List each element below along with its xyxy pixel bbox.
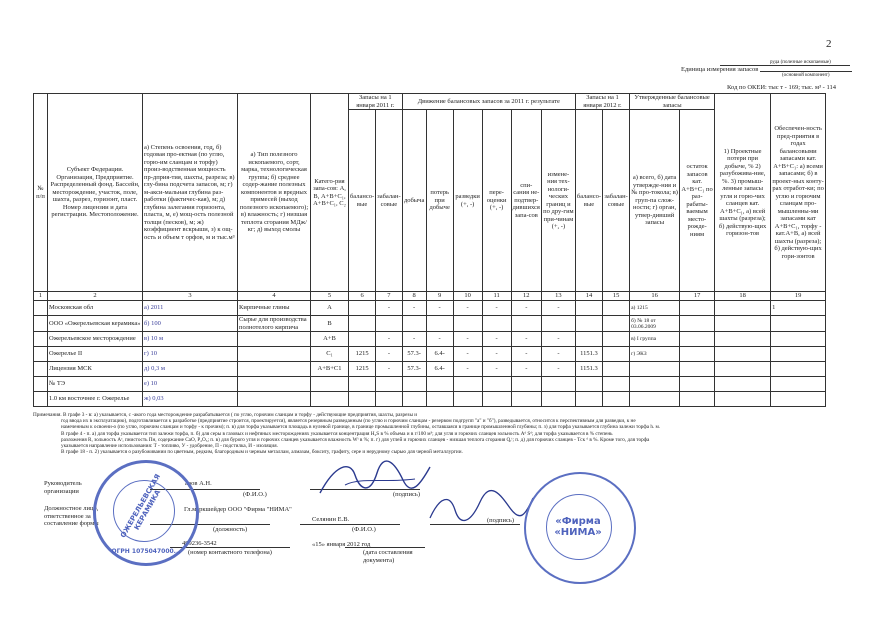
table-cell-c8: 57.3- bbox=[402, 362, 426, 377]
position-label: (должность) bbox=[213, 526, 248, 533]
col-header-15: забалан-совые bbox=[603, 110, 630, 292]
table-cell-c5 bbox=[311, 377, 349, 392]
col-header-18: 1) Проектные потери при добыче, % 2) разубожива-ние, %. 3) промыш-ленные запасы угля и горю-чих сланцев кат. А+В+С₁, а) всей шахты (разреза); б) действую-щих горизон-тов bbox=[715, 94, 771, 292]
table-row bbox=[34, 332, 826, 347]
table-cell-c11: - bbox=[482, 301, 511, 316]
signature-label-1: (подпись) bbox=[393, 491, 420, 498]
table-cell-c13: - bbox=[541, 362, 575, 377]
col-number: 5 bbox=[311, 292, 349, 301]
col-header-6: балансо-вые bbox=[349, 110, 376, 292]
table-cell-c2: № ТЭ bbox=[48, 377, 143, 392]
col-header-14: балансо-вые bbox=[575, 110, 602, 292]
notes-block bbox=[33, 412, 853, 455]
table-cell-c10: - bbox=[453, 332, 482, 347]
table-cell-c5: С₁ bbox=[311, 347, 349, 362]
col-number: 12 bbox=[511, 292, 541, 301]
group-header-approved: Утвержденные балансовые запасы bbox=[630, 94, 715, 110]
table-cell-c6 bbox=[349, 301, 376, 316]
table-cell-c19 bbox=[771, 316, 826, 332]
col-number: 7 bbox=[376, 292, 402, 301]
table-cell-c16: а) 1215 bbox=[630, 301, 680, 316]
table-cell-c2: Ожерельевское месторождение bbox=[48, 332, 143, 347]
signature-label-2: (подпись) bbox=[487, 517, 514, 524]
column-number-row bbox=[34, 292, 826, 301]
unit-note: (основной компонент) bbox=[782, 73, 830, 78]
table-cell-c3: д) 0,3 м bbox=[143, 362, 238, 377]
table-cell-c2: ООО «Ожерельевская керамика» bbox=[48, 316, 143, 332]
table-cell-c9 bbox=[426, 392, 453, 407]
table-cell-c1 bbox=[34, 347, 48, 362]
table-cell-c6 bbox=[349, 392, 376, 407]
col-number: 17 bbox=[680, 292, 715, 301]
col-header-8: добыча bbox=[402, 110, 426, 292]
table-cell-c9: - bbox=[426, 301, 453, 316]
table-cell-c18 bbox=[715, 392, 771, 407]
table-cell-c6 bbox=[349, 332, 376, 347]
col-header-5: Катего-рия запа-сов: А, В, А+В+С₁, А+В+С₁, С₂ bbox=[311, 94, 349, 292]
table-cell-c8: - bbox=[402, 332, 426, 347]
table-cell-c11 bbox=[482, 392, 511, 407]
table-cell-c12 bbox=[511, 392, 541, 407]
table-cell-c19: 1 bbox=[771, 301, 826, 316]
note-line: Примечания. В графе 3 - в: а) указывается, с -акого года месторождение разрабатывается ( по углю, горючим сланцам и торфу - действующие предприятия, шахты, разрезы и bbox=[33, 412, 418, 418]
table-cell-c2: Московская обл bbox=[48, 301, 143, 316]
table-cell-c19 bbox=[771, 377, 826, 392]
col-header-16: а) всего, б) дата утвержде-ния и № про-токола; в) груп-па слож-ности; г) орган, утвер-дивший запасы bbox=[630, 110, 680, 292]
table-row bbox=[34, 392, 826, 407]
col-header-17: остаток запасов кат. А+В+С₁ по раз-рабаты-ваемым место-рожде-ниям bbox=[680, 110, 715, 292]
col-header-11: пере-оценки (+, -) bbox=[482, 110, 511, 292]
note-line: В графе 4 - п. а) для торфа указывается тип залежи торфа, п. б) для серы в газовых и нефтяных месторождениях указывается концентрация H₂S в % объема и в г/100 м³; для угля и горючих сланцев зольность Aᵈ Sᵈ; для торфа указывается в % степень bbox=[61, 430, 613, 437]
col-header-2: Субъект Федерации. Организация, Предприятие. Распределенный фонд. Бассейн, месторождение, участок, поле, шахта, разрез, горизонт, пласт. Номер лицензии и дата регистрации. Местоположение. bbox=[48, 94, 143, 292]
table-cell-c13: - bbox=[541, 301, 575, 316]
page-number: 2 bbox=[826, 38, 832, 50]
table-cell-c6: 1215 bbox=[349, 362, 376, 377]
col-number: 2 bbox=[48, 292, 143, 301]
group-header-reserves-2012: Запасы на 1 января 2012 г. bbox=[575, 94, 629, 110]
table-cell-c17 bbox=[680, 347, 715, 362]
table-cell-c16: в) I группа bbox=[630, 332, 680, 347]
col-header-19: Обеспечен-ность пред-приятия в годах балансовыми запасами кат. А+В+С₁: а) всеми запасами; б) в проект-ных конту-рах отработ-ки; по углю и горючим сланцам про-мышленны-ми запасами кат А+В+С₁, торфу - кат.А+В, а) всей шахты (разреза); б) действую-щих гори-зонтов bbox=[771, 94, 826, 292]
col-header-12: спи-сания не-подтвер-дившихся запа-сов bbox=[511, 110, 541, 292]
table-cell-c1 bbox=[34, 362, 48, 377]
table-cell-c2: 1.0 км восточнее г. Ожерелье bbox=[48, 392, 143, 407]
col-header-4: а) Тип полезного ископаемого, сорт, марка, технологическая группа; б) среднее содер-жание полезных компонентов и вредных примесей (выход полезного ископаемого); в) влажность; г) низшая теплота сгорания МДж/кг; д) выход смолы bbox=[238, 94, 311, 292]
table-cell-c15 bbox=[603, 377, 630, 392]
table-cell-c11 bbox=[482, 377, 511, 392]
col-header-1: № п/п bbox=[34, 94, 48, 292]
responsible-label: Должностное лицо, ответственное за составление формы bbox=[44, 505, 99, 527]
col-number: 15 bbox=[603, 292, 630, 301]
table-cell-c3: в) 10 м bbox=[143, 332, 238, 347]
table-cell-c18 bbox=[715, 301, 771, 316]
table-cell-c17 bbox=[680, 332, 715, 347]
note-line: разложения R, зольность Aᶜ, пнистость Пн, содержание CaO, P₂O₅; п. в) для бурого угля и горючих сланцев указывается влажность Wᵗ в %; п. г) для углей и горючих сланцев - низшая теплота сгорания Qᵣᵗ; п. д) для горючих сланцев - Tск ᵈ в %. Кроме того, для торфа bbox=[61, 436, 650, 443]
table-cell-c19 bbox=[771, 392, 826, 407]
table-cell-c7 bbox=[376, 392, 402, 407]
table-cell-c1 bbox=[34, 316, 48, 332]
table-cell-c13: - bbox=[541, 332, 575, 347]
table-cell-c17 bbox=[680, 316, 715, 332]
fio-label-2: (Ф.И.О.) bbox=[352, 526, 376, 533]
table-cell-c8 bbox=[402, 316, 426, 332]
col-number: 1 bbox=[34, 292, 48, 301]
table-cell-c17 bbox=[680, 301, 715, 316]
table-cell-c12: - bbox=[511, 362, 541, 377]
table-cell-c12: - bbox=[511, 332, 541, 347]
table-cell-c15 bbox=[603, 362, 630, 377]
col-number: 9 bbox=[426, 292, 453, 301]
note-line: намеченным к освоени-о (по углю, горючим сланцам и торфу - к прочим); п. в) для торфа указывается площадь в нулевой границе, в границе промышленной глубины, оставшаяся в границе промышленной глубины; п. з) для торфа указывается глубина залежи торфа h. м. bbox=[61, 424, 661, 431]
table-cell-c16 bbox=[630, 362, 680, 377]
col-number: 19 bbox=[771, 292, 826, 301]
col-header-3: а) Степень освоения, год, б) годовая про-ектная (по углю, горю-им сланцам и торфу) произ-водственная мощность пр-дприя-тия, шахты, разреза; в) глу-бина подсчета запасов, м; г) м-акси-мальная глубина раз-работки (фактичес-кая), м; д) глубина залегания горизонта, пласта, м, е) мощ-ость полезной толщи (песков), м; ж) коэффициент вскрыши, з) к ощ-ость и объем т орфов, м и тыс.м³ bbox=[143, 94, 238, 292]
phone-number: 499236-3542 bbox=[182, 540, 217, 547]
col-header-13: измене-ния тех-нологи-ческих границ и по дру-гим при-чинам (+, -) bbox=[541, 110, 575, 292]
table-cell-c10: - bbox=[453, 347, 482, 362]
table-cell-c18 bbox=[715, 347, 771, 362]
table-cell-c7 bbox=[376, 316, 402, 332]
table-cell-c9 bbox=[426, 316, 453, 332]
table-cell-c15 bbox=[603, 316, 630, 332]
table-cell-c14 bbox=[575, 316, 602, 332]
table-cell-c16: г) ЭКЗ bbox=[630, 347, 680, 362]
col-number: 13 bbox=[541, 292, 575, 301]
table-cell-c13 bbox=[541, 392, 575, 407]
unit-label: Единица измерения запасов bbox=[681, 66, 759, 73]
col-number: 18 bbox=[715, 292, 771, 301]
group-header-reserves-2011: Запасы на 1 января 2011 г. bbox=[349, 94, 403, 110]
table-cell-c16 bbox=[630, 377, 680, 392]
table-cell-c7: - bbox=[376, 362, 402, 377]
table-cell-c12: - bbox=[511, 347, 541, 362]
table-cell-c16: б) № 18 от 03.06.2009 bbox=[630, 316, 680, 332]
table-cell-c15 bbox=[603, 347, 630, 362]
note-line: В графе 18 - п. 2) указывается о разубоживании по цветным, редким, благородным и черным металлам, алмазам, бокситу, графиту, сере и нерудному сырью для черной металлургии. bbox=[61, 449, 463, 456]
table-cell-c1 bbox=[34, 332, 48, 347]
table-cell-c8: - bbox=[402, 301, 426, 316]
stamp-left-text: ОЖЕРЕЛЬЕВСКАЯ КЕРАМИКА bbox=[119, 472, 163, 540]
table-cell-c8 bbox=[402, 377, 426, 392]
fio-label-1: (Ф.И.О.) bbox=[243, 491, 267, 498]
table-cell-c4 bbox=[238, 377, 311, 392]
responsible-name: Селянин Е.В. bbox=[312, 516, 350, 523]
table-cell-c18 bbox=[715, 362, 771, 377]
table-row bbox=[34, 347, 826, 362]
table-cell-c18 bbox=[715, 316, 771, 332]
table-cell-c18 bbox=[715, 377, 771, 392]
table-cell-c14: 1151.3 bbox=[575, 347, 602, 362]
table-cell-c5: А+В+С1 bbox=[311, 362, 349, 377]
table-cell-c14 bbox=[575, 377, 602, 392]
table-cell-c14: 1151.3 bbox=[575, 362, 602, 377]
table-cell-c6 bbox=[349, 377, 376, 392]
col-number: 16 bbox=[630, 292, 680, 301]
table-cell-c17 bbox=[680, 377, 715, 392]
table-cell-c9: - bbox=[426, 332, 453, 347]
table-cell-c7: - bbox=[376, 301, 402, 316]
table-cell-c17 bbox=[680, 392, 715, 407]
table-row bbox=[34, 377, 826, 392]
table-cell-c1 bbox=[34, 392, 48, 407]
col-number: 3 bbox=[143, 292, 238, 301]
table-cell-c6: 1215 bbox=[349, 347, 376, 362]
table-cell-c4 bbox=[238, 332, 311, 347]
table-cell-c3: ж) 0,03 bbox=[143, 392, 238, 407]
col-number: 10 bbox=[453, 292, 482, 301]
table-cell-c4: Сырье для производства полнотелого кирпича bbox=[238, 316, 311, 332]
table-cell-c5: А bbox=[311, 301, 349, 316]
table-cell-c6 bbox=[349, 316, 376, 332]
table-cell-c14 bbox=[575, 392, 602, 407]
table-cell-c1 bbox=[34, 377, 48, 392]
table-cell-c3: е) 10 bbox=[143, 377, 238, 392]
table-cell-c19 bbox=[771, 362, 826, 377]
table-cell-c10 bbox=[453, 377, 482, 392]
table-cell-c7: - bbox=[376, 332, 402, 347]
table-cell-c18 bbox=[715, 332, 771, 347]
table-cell-c12 bbox=[511, 377, 541, 392]
table-cell-c9: 6.4- bbox=[426, 362, 453, 377]
table-cell-c7 bbox=[376, 377, 402, 392]
table-cell-c13: - bbox=[541, 347, 575, 362]
table-cell-c5 bbox=[311, 392, 349, 407]
table-cell-c8 bbox=[402, 392, 426, 407]
responsible-position: Гл.маркшейдер ООО "Фирма "НИМА" bbox=[184, 506, 292, 513]
date-label: (дата составления документа) bbox=[363, 549, 413, 564]
table-cell-c14 bbox=[575, 301, 602, 316]
group-header-movement: Движение балансовых запасов за 2011 г. результате bbox=[402, 94, 575, 110]
table-cell-c3: г) 10 bbox=[143, 347, 238, 362]
table-cell-c12: - bbox=[511, 301, 541, 316]
reserves-table bbox=[33, 93, 826, 407]
table-cell-c14 bbox=[575, 332, 602, 347]
table-cell-c13 bbox=[541, 377, 575, 392]
table-cell-c4: Кирпичные глины bbox=[238, 301, 311, 316]
table-cell-c11: - bbox=[482, 332, 511, 347]
table-cell-c5: А+В bbox=[311, 332, 349, 347]
table-cell-c5: В bbox=[311, 316, 349, 332]
table-cell-c8: 57.3- bbox=[402, 347, 426, 362]
stamp-left-ogrn: ОГРН 1075047000... bbox=[111, 548, 181, 555]
col-header-10: разведки (+, -) bbox=[453, 110, 482, 292]
table-cell-c10: - bbox=[453, 362, 482, 377]
table-cell-c15 bbox=[603, 332, 630, 347]
table-cell-c10 bbox=[453, 316, 482, 332]
head-label: Руководитель организации bbox=[44, 480, 82, 495]
table-cell-c13 bbox=[541, 316, 575, 332]
table-cell-c15 bbox=[603, 392, 630, 407]
phone-label: (номер контактного телефона) bbox=[188, 549, 272, 556]
document-date: «15» января 2012 год bbox=[312, 541, 371, 548]
handwritten-signature-responsible bbox=[425, 488, 535, 528]
table-cell-c3: а) 2011 bbox=[143, 301, 238, 316]
table-cell-c10 bbox=[453, 392, 482, 407]
handwritten-signature-head bbox=[315, 455, 435, 500]
table-cell-c2: Лицензия МСК bbox=[48, 362, 143, 377]
table-cell-c10: - bbox=[453, 301, 482, 316]
table-cell-c4 bbox=[238, 362, 311, 377]
table-cell-c11: - bbox=[482, 362, 511, 377]
table-cell-c4 bbox=[238, 392, 311, 407]
table-cell-c2: Ожерелье II bbox=[48, 347, 143, 362]
table-cell-c11: - bbox=[482, 347, 511, 362]
header-right-note: руда (полезные ископаемые) bbox=[770, 60, 831, 65]
table-row bbox=[34, 316, 826, 332]
head-name: аров А.Н. bbox=[185, 480, 212, 487]
stamp-right-text: «Фирма «НИМА» bbox=[554, 516, 602, 538]
table-cell-c9: 6.4- bbox=[426, 347, 453, 362]
note-line: указывается направление использования: Т - топливо, У - удобрение, П - подстилка, И - изоляция. bbox=[61, 443, 278, 450]
col-header-9: потерь при добыче bbox=[426, 110, 453, 292]
table-row bbox=[34, 362, 826, 377]
table-cell-c19 bbox=[771, 332, 826, 347]
col-number: 14 bbox=[575, 292, 602, 301]
col-number: 6 bbox=[349, 292, 376, 301]
table-cell-c9 bbox=[426, 377, 453, 392]
table-cell-c7: - bbox=[376, 347, 402, 362]
table-cell-c12 bbox=[511, 316, 541, 332]
col-number: 4 bbox=[238, 292, 311, 301]
table-cell-c1 bbox=[34, 301, 48, 316]
col-header-7: забалан-совые bbox=[376, 110, 402, 292]
okei-code: Код по ОКЕИ: тыс т - 169; тыс. м³ - 114 bbox=[727, 84, 836, 91]
table-cell-c4 bbox=[238, 347, 311, 362]
table-row bbox=[34, 301, 826, 316]
table-cell-c11 bbox=[482, 316, 511, 332]
col-number: 11 bbox=[482, 292, 511, 301]
note-line: год ввода их в эксплуатацию), подготавливается к разработке (предприятие строится, проектируется), является резервным разведанным (по углю и горючим сланцам - резервом подгрупп "а" и "б"), разведывается, относится к перспективным для разведки, к не bbox=[61, 418, 636, 425]
table-cell-c16 bbox=[630, 392, 680, 407]
table-cell-c15 bbox=[603, 301, 630, 316]
table-cell-c19 bbox=[771, 347, 826, 362]
table-cell-c3: б) 100 bbox=[143, 316, 238, 332]
table-cell-c17 bbox=[680, 362, 715, 377]
col-number: 8 bbox=[402, 292, 426, 301]
